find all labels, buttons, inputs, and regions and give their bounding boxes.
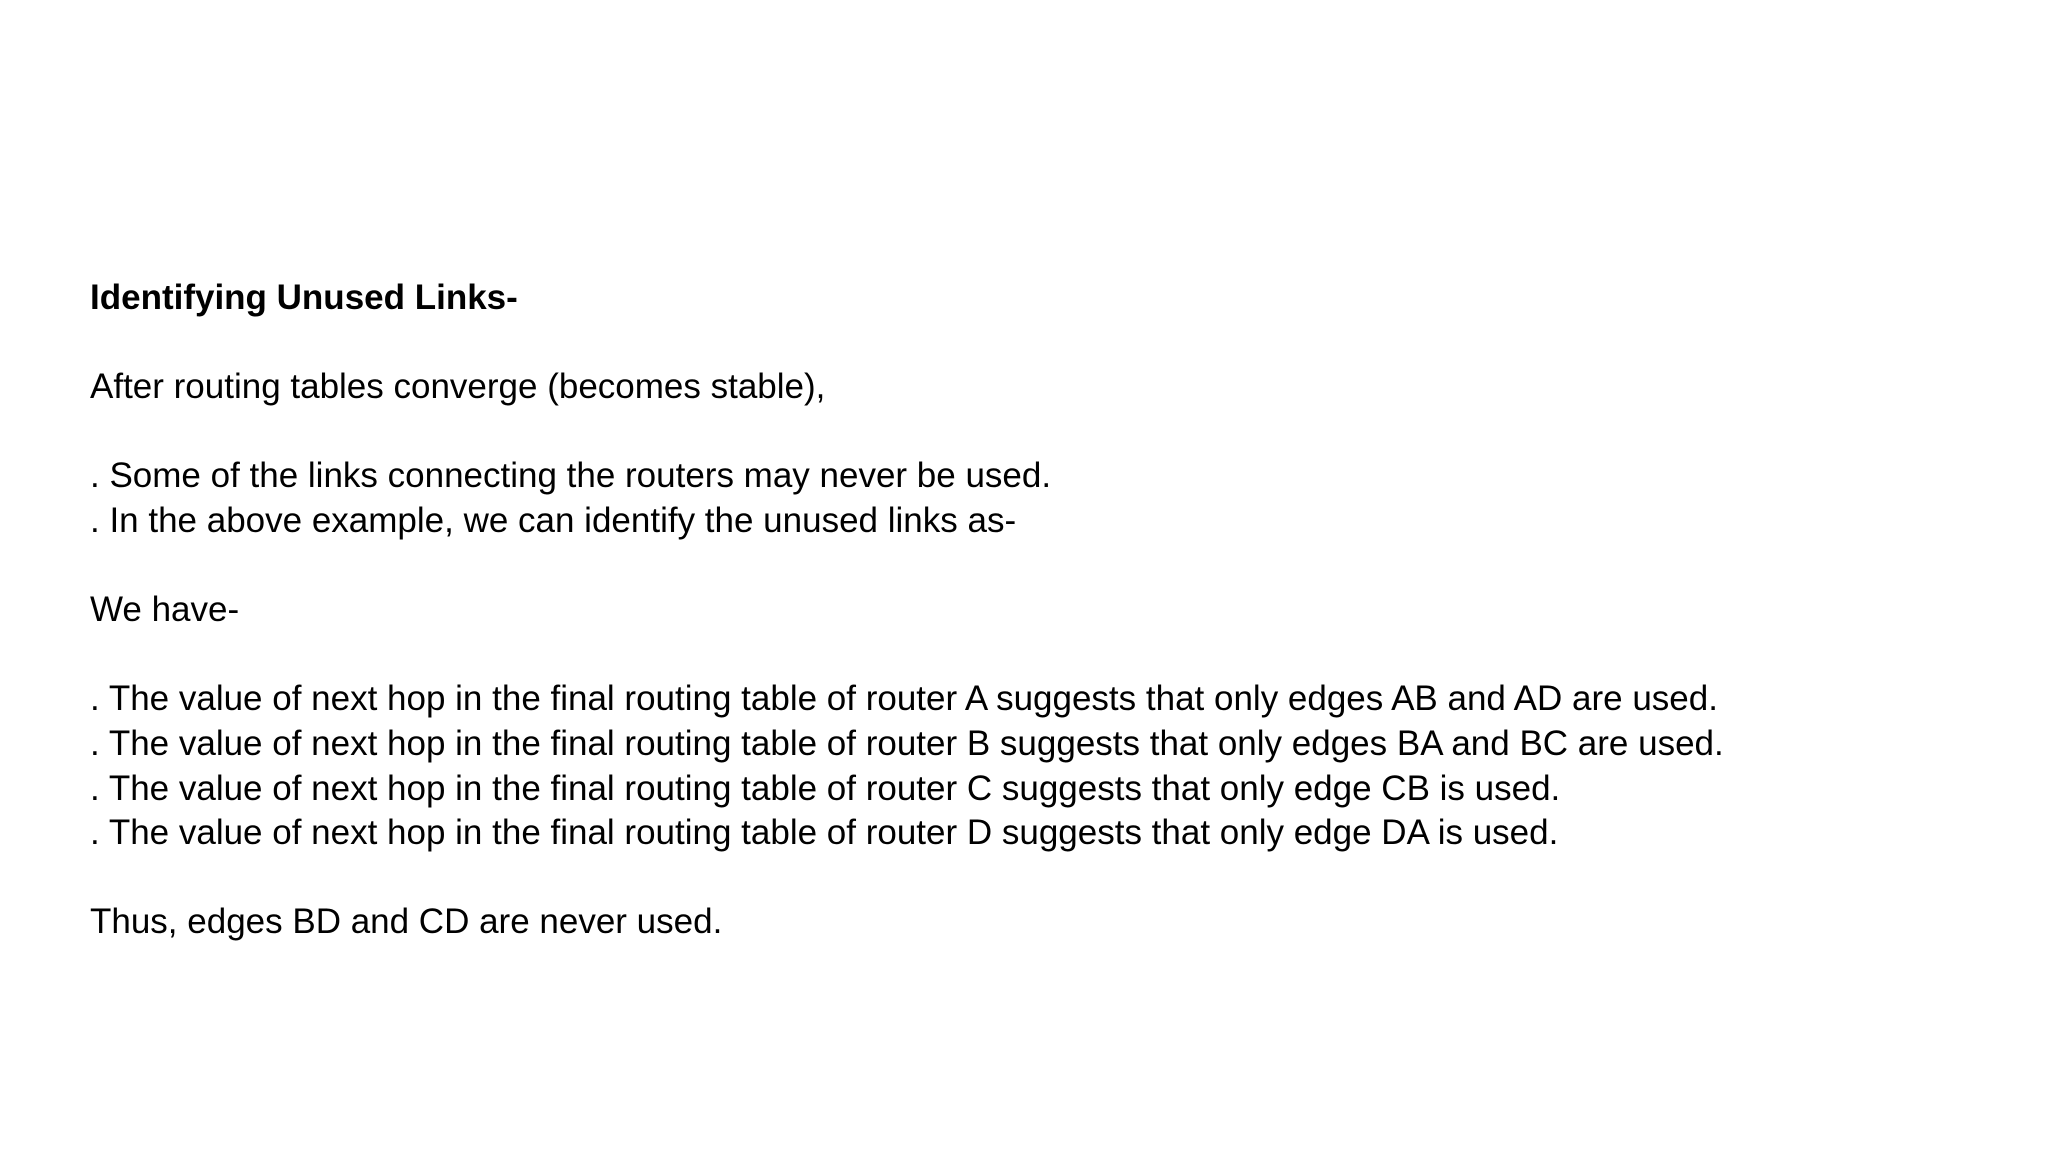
section-heading: Identifying Unused Links- <box>90 278 518 317</box>
observation-router-a: . The value of next hop in the final routing table of router A suggests that only edges AB and AD are used. <box>90 679 1718 719</box>
observation-router-b: . The value of next hop in the final routing table of router B suggests that only edges BA and BC are used. <box>90 723 1724 763</box>
document-body <box>90 276 1990 945</box>
spacer <box>90 410 1990 455</box>
spacer <box>90 544 1990 589</box>
observation-router-c: . The value of next hop in the final routing table of router C suggests that only edge CB is used. <box>90 768 1561 808</box>
bullet-point: . Some of the links connecting the routers may never be used. <box>90 456 1052 496</box>
spacer <box>90 321 1990 366</box>
we-have-text: We have- <box>90 590 240 630</box>
bullet-point: . In the above example, we can identify the unused links as- <box>90 500 1017 540</box>
spacer <box>90 633 1990 678</box>
spacer <box>90 856 1990 901</box>
intro-text: After routing tables converge (becomes stable), <box>90 367 826 407</box>
conclusion-text: Thus, edges BD and CD are never used. <box>90 902 723 942</box>
observation-router-d: . The value of next hop in the final routing table of router D suggests that only edge DA is used. <box>90 813 1559 853</box>
